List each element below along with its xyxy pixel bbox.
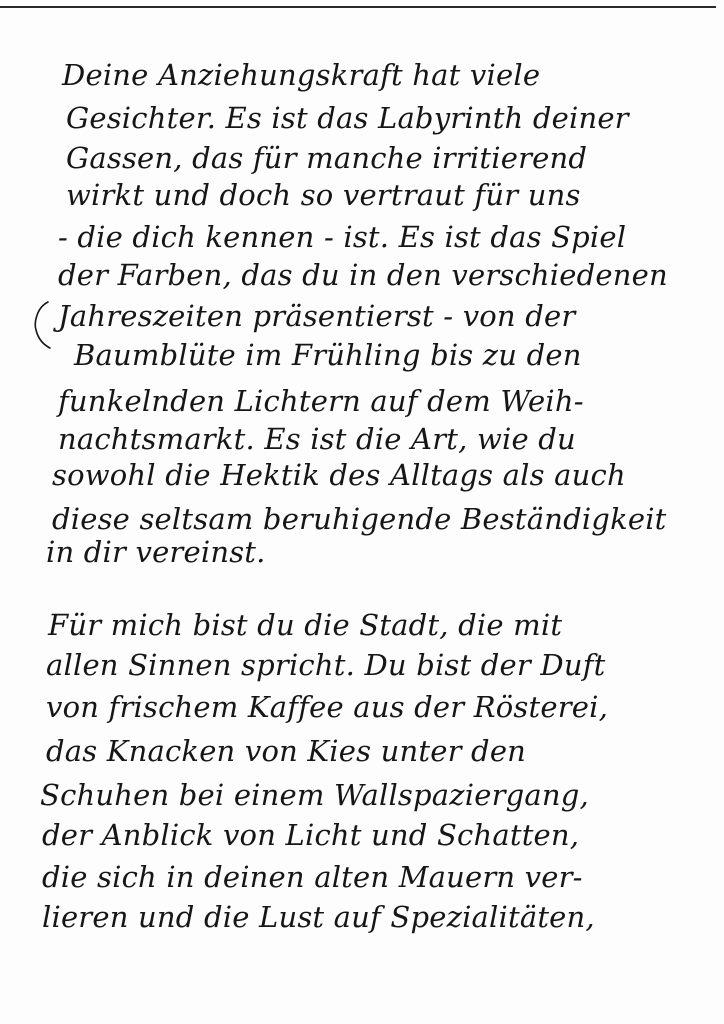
handwritten-line-p1-2: Gesichter. Es ist das Labyrinth deiner [66, 101, 629, 135]
handwritten-line-p2-5: Schuhen bei einem Wallspaziergang, [40, 778, 589, 812]
handwritten-line-p2-2: allen Sinnen spricht. Du bist der Duft [46, 648, 606, 682]
handwritten-line-p1-9: funkelnden Lichtern auf dem Weih- [58, 384, 584, 418]
handwritten-line-p1-7: Jahreszeiten präsentierst - von der [58, 299, 576, 333]
handwritten-line-p1-12: diese seltsam beruhigende Beständigkeit [52, 502, 667, 536]
handwritten-line-p2-3: von frischem Kaffee aus der Rösterei, [46, 690, 609, 724]
handwritten-line-p1-13: in dir vereinst. [46, 535, 266, 569]
handwritten-line-p1-5: - die dich kennen - ist. Es ist das Spiel [58, 220, 627, 254]
margin-bracket-mark [30, 300, 52, 350]
handwritten-line-p1-8: Baumblüte im Frühling bis zu den [74, 338, 582, 372]
handwritten-line-p2-7: die sich in deinen alten Mauern ver- [42, 860, 583, 894]
top-rule-line [0, 6, 716, 8]
handwritten-line-p2-8: lieren und die Lust auf Spezialitäten, [42, 900, 595, 934]
handwritten-line-p2-1: Für mich bist du die Stadt, die mit [48, 608, 563, 642]
handwritten-line-p1-11: sowohl die Hektik des Alltags als auch [52, 458, 626, 492]
handwritten-line-p1-3: Gassen, das für manche irritierend [66, 141, 588, 175]
handwritten-line-p1-10: nachtsmarkt. Es ist die Art, wie du [58, 422, 576, 456]
handwritten-line-p1-4: wirkt und doch so vertraut für uns [66, 178, 581, 212]
handwritten-line-p2-4: das Knacken von Kies unter den [46, 734, 527, 768]
handwritten-line-p1-6: der Farben, das du in den verschiedenen [58, 258, 668, 292]
handwritten-line-p2-6: der Anblick von Licht und Schatten, [42, 818, 580, 852]
handwritten-line-p1-1: Deine Anziehungskraft hat viele [62, 58, 541, 92]
